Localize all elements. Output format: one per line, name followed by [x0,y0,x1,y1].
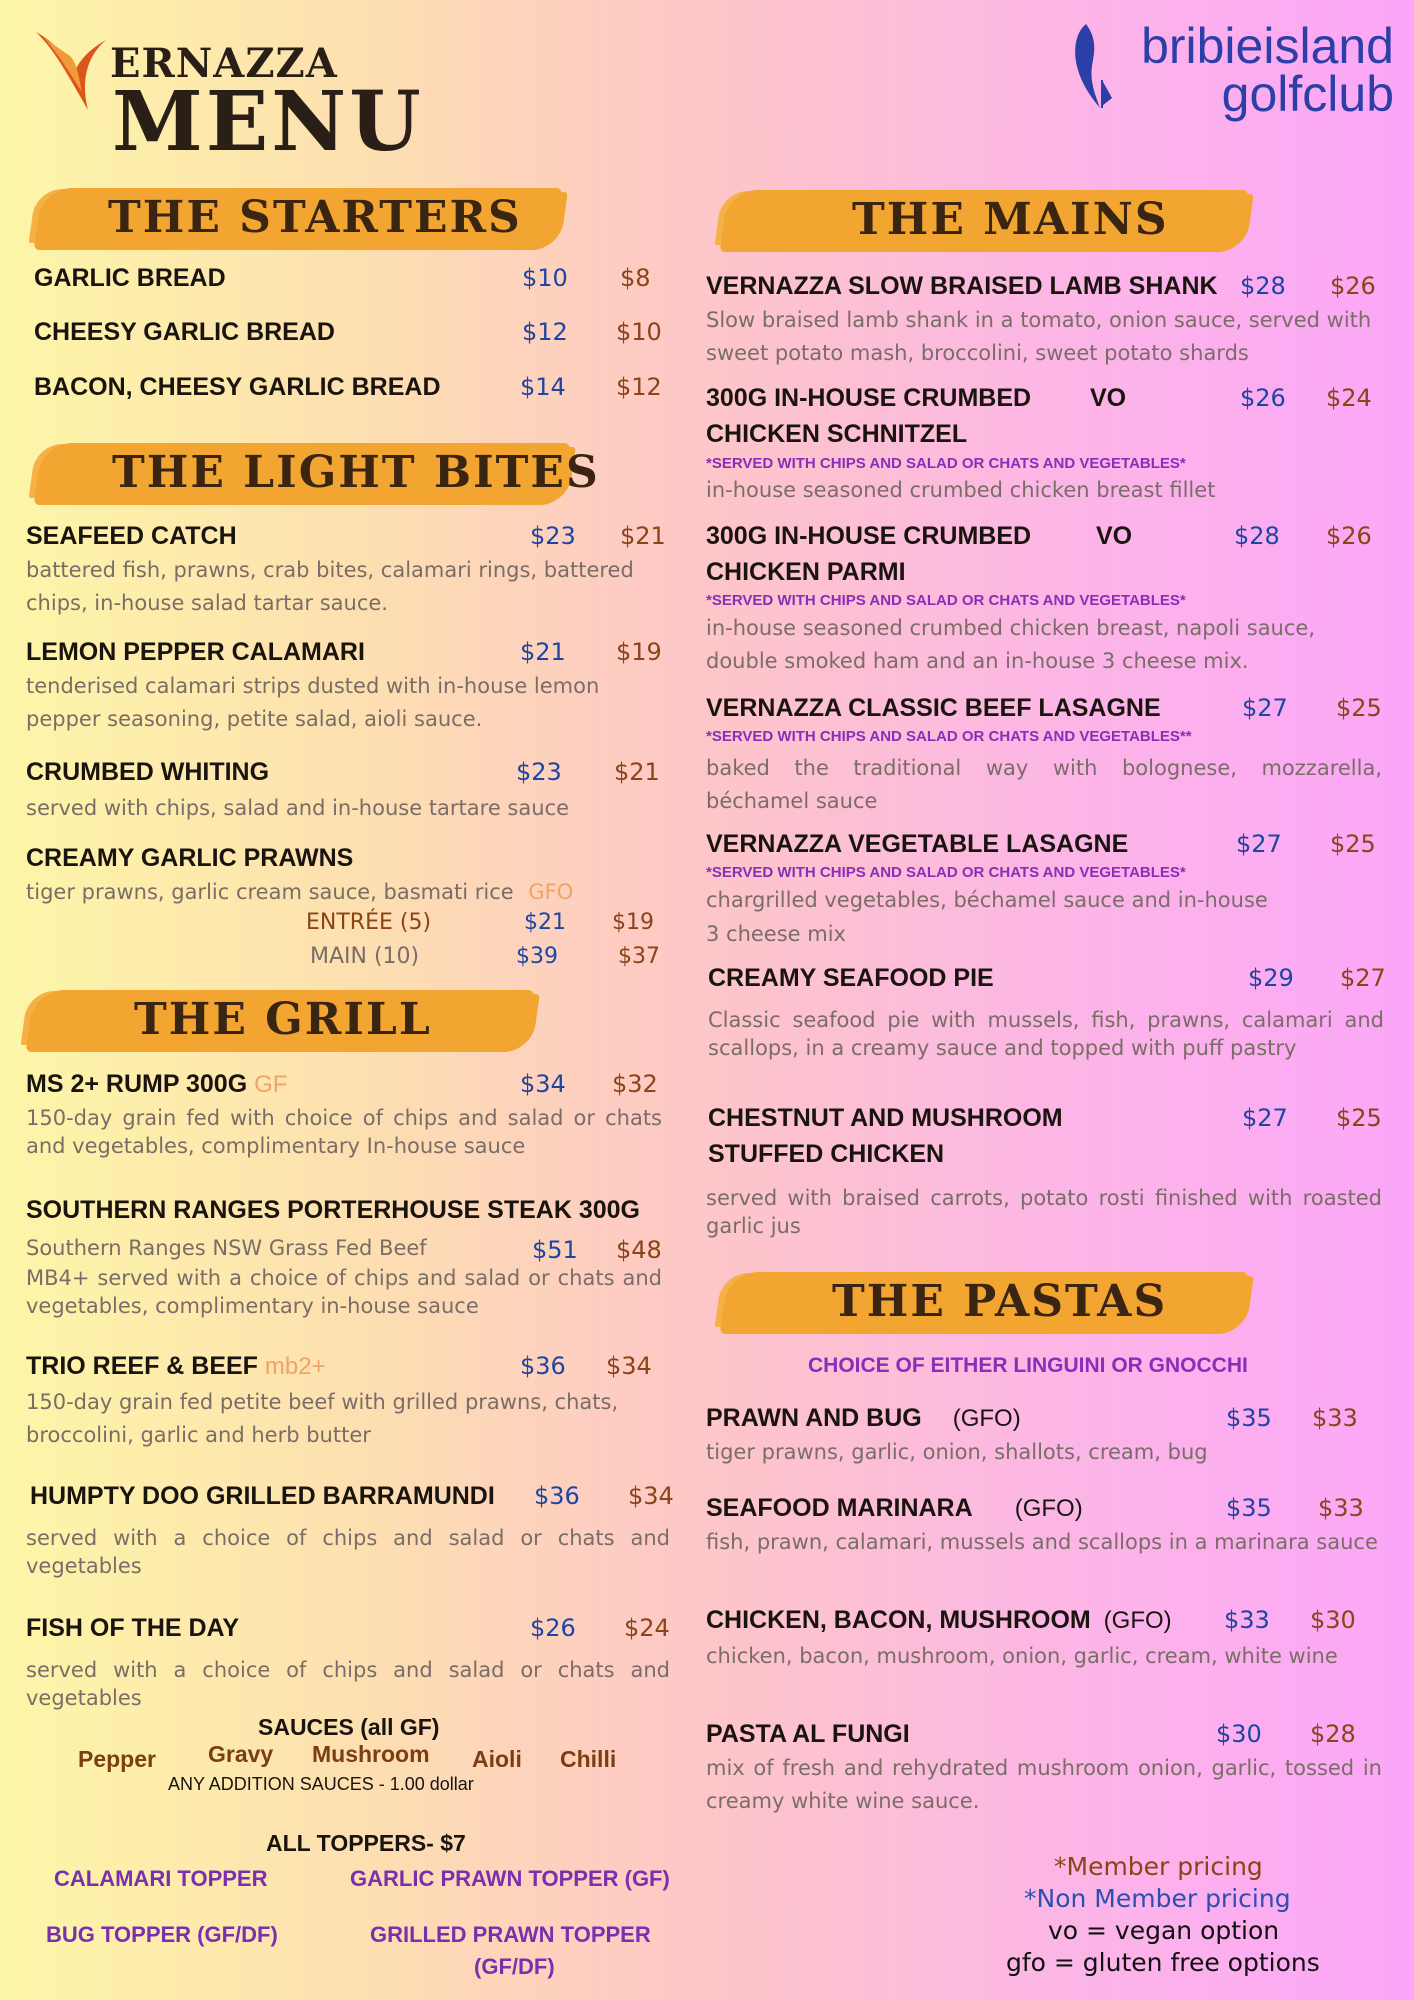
member-pricing-legend: *Member pricing [1054,1852,1263,1881]
menu-item-description: mix of fresh and rehydrated mushroom onion, garlic, tossed in creamy white wine sauce. [706,1756,1382,1813]
description-text: tiger prawns, garlic cream sauce, basmati rice [26,880,514,904]
member-price: $27 [1236,830,1282,858]
gfo-tag: (GFO) [1103,1607,1172,1634]
member-price: $36 [534,1482,580,1510]
menu-item-name [706,1606,1172,1635]
sauce-item: Aioli [472,1746,522,1772]
member-price: $27 [1242,1104,1288,1132]
menu-item-description: chicken, bacon, mushroom, onion, garlic, cream, white wine [706,1644,1338,1668]
member-price: $21 [524,910,566,935]
non-member-price: $19 [616,638,662,666]
member-price: $23 [516,758,562,786]
menu-item-name: PASTA AL FUNGI [706,1720,910,1748]
sauce-item: Pepper [78,1746,156,1772]
pasta-choice-note: CHOICE OF EITHER LINGUINI OR GNOCCHI [808,1354,1248,1377]
grill-heading: THE GRILL [134,994,432,1045]
menu-item-name: VERNAZZA SLOW BRAISED LAMB SHANK [706,272,1218,300]
non-member-price: $12 [616,373,662,401]
menu-item-name: CRUMBED WHITING [26,758,270,786]
item-title: CHICKEN, BACON, MUSHROOM [706,1606,1091,1634]
non-member-price: $34 [628,1482,674,1510]
vo-tag: VO [1090,384,1127,412]
menu-item-name: STUFFED CHICKEN [708,1140,945,1168]
non-member-price: $25 [1330,830,1376,858]
gfo-tag: (GFO) [1014,1495,1083,1522]
menu-item-description: served with braised carrots, potato rosti finished with roasted garlic jus [706,1186,1382,1238]
menu-item-name: FISH OF THE DAY [26,1614,239,1642]
gfo-tag: (GFO) [952,1405,1021,1432]
member-price: $39 [516,944,558,969]
vegan-option-legend: vo = vegan option [1048,1916,1280,1945]
non-member-price: $30 [1310,1606,1356,1634]
member-price: $30 [1216,1720,1262,1748]
menu-item-description: tenderised calamari strips dusted with in-house lemon pepper seasoning, petite salad, aioli sauce. [26,674,600,731]
menu-item-name: CREAMY SEAFOOD PIE [708,964,994,992]
served-with-note: *SERVED WITH CHIPS AND SALAD OR CHATS AND VEGETABLES* [706,864,1186,881]
non-member-price: $8 [620,264,651,292]
menu-item-description: 3 cheese mix [706,922,846,946]
menu-item-name: GARLIC BREAD [34,264,226,292]
menu-item-name: CREAMY GARLIC PRAWNS [26,844,354,872]
non-member-price: $25 [1336,1104,1382,1132]
member-price: $34 [520,1070,566,1098]
non-member-price: $34 [606,1352,652,1380]
sauce-item: Mushroom [312,1741,430,1767]
menu-item-name: CHICKEN PARMI [706,558,906,586]
member-price: $26 [530,1614,576,1642]
member-price: $21 [520,638,566,666]
item-title: TRIO REEF & BEEF [26,1352,258,1380]
topper-item: GRILLED PRAWN TOPPER [370,1922,651,1947]
item-title: SEAFOOD MARINARA [706,1494,972,1522]
menu-item-description: served with a choice of chips and salad or chats and vegetables [26,1658,670,1710]
menu-item-description: battered fish, prawns, crab bites, calamari rings, battered chips, in-house salad tartar sauce. [26,558,634,615]
non-member-price: $28 [1310,1720,1356,1748]
member-price: $26 [1240,384,1286,412]
gluten-free-legend: gfo = gluten free options [1006,1948,1320,1977]
menu-item-name: CHESTNUT AND MUSHROOM [708,1104,1063,1132]
menu-item-name: CHICKEN SCHNITZEL [706,420,968,448]
member-price: $12 [522,318,568,346]
member-price: $14 [520,373,566,401]
non-member-price: $24 [624,1614,670,1642]
logo-wordmark: ERNAZZA [110,40,338,87]
menu-item-name: LEMON PEPPER CALAMARI [26,638,365,666]
menu-item-name: SOUTHERN RANGES PORTERHOUSE STEAK 300G [26,1196,640,1224]
item-title: PRAWN AND BUG [706,1404,922,1432]
menu-item-name [706,1494,1083,1523]
menu-item-description: 150-day grain fed with choice of chips and salad or chats and vegetables, complimentary In-house sauce [26,1106,662,1158]
menu-item-description: served with a choice of chips and salad or chats and vegetables [26,1526,670,1578]
menu-item-description: Slow braised lamb shank in a tomato, onion sauce, served with sweet potato mash, broccolini, sweet potato shards [706,308,1372,365]
non-member-price: $33 [1318,1494,1364,1522]
menu-item-name: SEAFEED CATCH [26,522,237,550]
non-member-price: $26 [1326,522,1372,550]
menu-item-name: 300G IN-HOUSE CRUMBED [706,384,1032,412]
member-price: $35 [1226,1494,1272,1522]
gfo-tag: GFO [528,880,574,904]
non-member-price: $27 [1340,964,1386,992]
non-member-price: $25 [1336,694,1382,722]
menu-item-name: 300G IN-HOUSE CRUMBED [706,522,1032,550]
member-price: $27 [1242,694,1288,722]
topper-item: CALAMARI TOPPER [54,1866,268,1891]
menu-item-description: MB4+ served with a choice of chips and salad or chats and vegetables, complimentary in-house sauce [26,1266,662,1318]
menu-item-description: baked the traditional way with bolognese, mozzarella, béchamel sauce [706,756,1382,813]
member-price: $28 [1240,272,1286,300]
member-price: $51 [532,1236,578,1264]
flame-icon [26,22,106,117]
menu-item-name: VERNAZZA CLASSIC BEEF LASAGNE [706,694,1161,722]
non-member-price: $48 [616,1236,662,1264]
served-with-note: *SERVED WITH CHIPS AND SALAD OR CHATS AND VEGETABLES** [706,728,1192,745]
non-member-price: $33 [1312,1404,1358,1432]
non-member-price: $10 [616,318,662,346]
golfer-silhouette-icon [1064,22,1114,112]
light-bites-heading: THE LIGHT BITES [112,447,600,498]
item-title: MS 2+ RUMP 300G [26,1070,248,1098]
non-member-price: $21 [614,758,660,786]
menu-item-description: tiger prawns, garlic, onion, shallots, cream, bug [706,1440,1208,1464]
served-with-note: *SERVED WITH CHIPS AND SALAD OR CHATS AND VEGETABLES* [706,592,1186,609]
non-member-price: $24 [1326,384,1372,412]
menu-item-description: in-house seasoned crumbed chicken breast, napoli sauce, double smoked ham and an in-house 3 cheese mix. [706,616,1316,673]
toppers-heading: ALL TOPPERS- $7 [266,1830,466,1856]
topper-item: (GF/DF) [474,1954,555,1979]
menu-item-name [26,1352,326,1381]
mains-heading: THE MAINS [852,194,1169,245]
mb-tag: mb2+ [264,1353,326,1380]
menu-title: MENU [112,74,424,170]
entree-label: ENTRÉE (5) [306,910,432,935]
menu-item-description: served with chips, salad and in-house tartare sauce [26,796,570,820]
member-price: $33 [1224,1606,1270,1634]
served-with-note: *SERVED WITH CHIPS AND SALAD OR CHATS AND VEGETABLES* [706,455,1186,472]
menu-item-name: HUMPTY DOO GRILLED BARRAMUNDI [30,1482,495,1510]
club-name-line1: bribieisland [1141,18,1394,74]
starters-heading: THE STARTERS [108,192,522,243]
vo-tag: VO [1096,522,1133,550]
menu-item-name: BACON, CHEESY GARLIC BREAD [34,373,441,401]
non-member-price: $37 [618,944,660,969]
member-price: $35 [1226,1404,1272,1432]
menu-item-name [706,1404,1021,1433]
topper-item: GARLIC PRAWN TOPPER (GF) [350,1866,670,1891]
menu-item-description: 150-day grain fed petite beef with grilled prawns, chats, broccolini, garlic and herb butter [26,1390,619,1447]
member-price: $10 [522,264,568,292]
menu-item-description: in-house seasoned crumbed chicken breast fillet [706,478,1216,502]
menu-item-description: Southern Ranges NSW Grass Fed Beef [26,1236,427,1260]
pastas-heading: THE PASTAS [832,1276,1168,1327]
vernazza-logo [26,22,424,170]
member-price: $23 [530,522,576,550]
sauce-item: Chilli [560,1746,617,1772]
sauces-extra-note: ANY ADDITION SAUCES - 1.00 dollar [168,1774,474,1794]
golf-club-logo [1064,18,1394,128]
non-member-price: $26 [1330,272,1376,300]
member-price: $28 [1234,522,1280,550]
menu-item-name: VERNAZZA VEGETABLE LASAGNE [706,830,1129,858]
member-price: $29 [1248,964,1294,992]
menu-item-description: chargrilled vegetables, béchamel sauce and in-house [706,888,1268,912]
main-label: MAIN (10) [310,944,420,969]
menu-item-name: CHEESY GARLIC BREAD [34,318,335,346]
non-member-price: $21 [620,522,666,550]
menu-item-description: fish, prawn, calamari, mussels and scallops in a marinara sauce [706,1530,1378,1554]
menu-item-name [26,1070,287,1099]
sauces-heading: SAUCES (all GF) [258,1714,440,1740]
topper-item: BUG TOPPER (GF/DF) [46,1922,278,1947]
sauce-item: Gravy [208,1741,274,1767]
menu-item-description: Classic seafood pie with mussels, fish, prawns, calamari and scallops, in a creamy sauce and topped with puff pastry [708,1008,1384,1060]
non-member-pricing-legend: *Non Member pricing [1024,1884,1291,1913]
gf-tag: GF [254,1071,288,1098]
member-price: $36 [520,1352,566,1380]
non-member-price: $32 [612,1070,658,1098]
menu-item-description [26,876,573,909]
club-name-line2: golfclub [1221,66,1394,122]
non-member-price: $19 [612,910,654,935]
